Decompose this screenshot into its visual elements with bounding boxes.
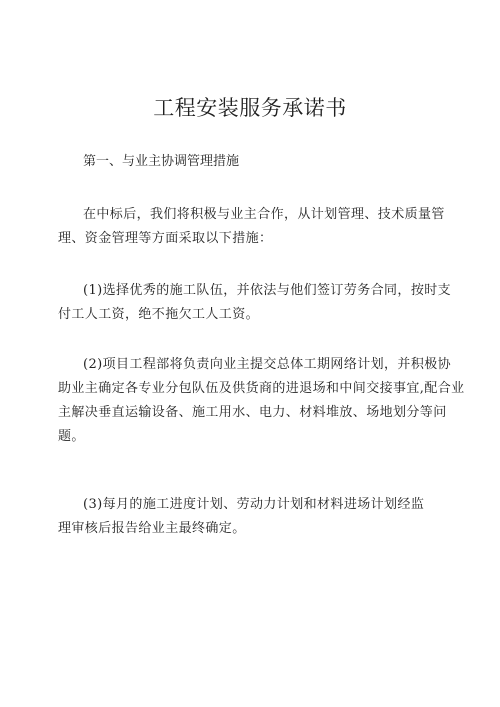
paragraph-item-3 [58, 493, 442, 541]
paragraph-line: 理、资金管理等方面采取以下措施： [58, 231, 273, 246]
paragraph-item-2 [58, 353, 465, 449]
paragraph-intro [58, 203, 445, 251]
paragraph-line: 在中标后，我们将积极与业主合作，从计划管理、技术质量管 [83, 207, 445, 222]
section-heading: 第一、与业主协调管理措施 [83, 154, 240, 169]
paragraph-line: (3)每月的施工进度计划、劳动力计划和材料进场计划经监 [83, 497, 425, 512]
paragraph-line: (2)项目工程部将负责向业主提交总体工期网络计划，并积极协 [83, 357, 452, 372]
paragraph-line: 主解决垂直运输设备、施工用水、电力、材料堆放、场地划分等问 [58, 405, 447, 420]
paragraph-item-1 [58, 279, 452, 327]
document-title: 工程安装服务承诺书 [153, 96, 347, 120]
paragraph-line: (1)选择优秀的施工队伍，并依法与他们签订劳务合同，按时支 [83, 283, 452, 298]
paragraph-line: 助业主确定各专业分包队伍及供货商的进退场和中间交接事宜,配合业 [58, 381, 465, 396]
paragraph-line: 理审核后报告给业主最终确定。 [58, 521, 246, 536]
paragraph-line: 付工人工资，绝不拖欠工人工资。 [58, 307, 260, 322]
paragraph-line: 题。 [58, 429, 85, 444]
